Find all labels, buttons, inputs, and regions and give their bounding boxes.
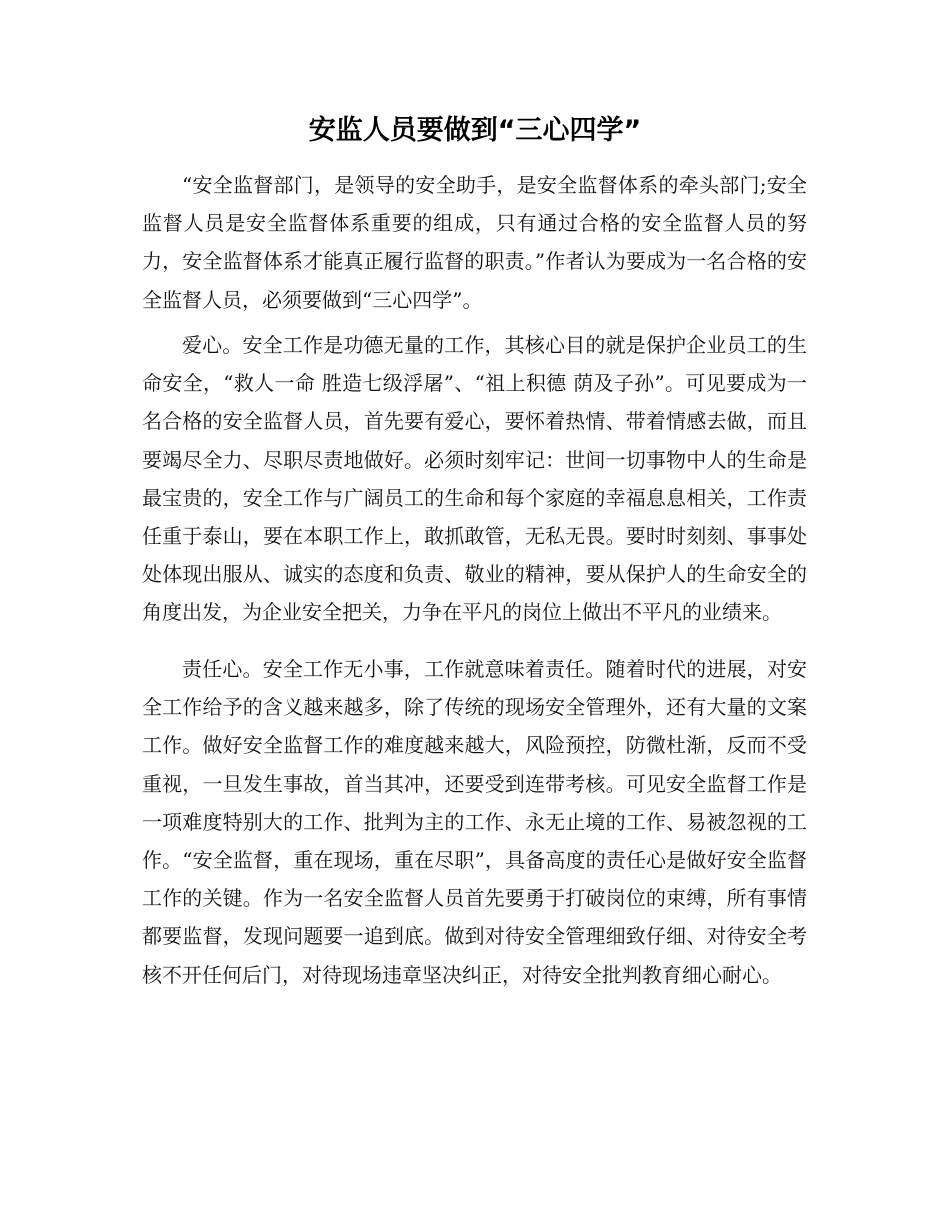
paragraph-love: 爱心。安全工作是功德无量的工作，其核心目的就是保护企业员工的生命安全，“救人一命 胜造七级浮屠”、“祖上积德 荫及子孙”。可见要成为一名合格的安全监督人员，首先要有爱心，要怀着热情、带着情感去做，而且要竭尽全力、尽职尽责地做好。必须时刻牢记：世间一切事物中人的生命是最宝贵的，安全工作与广阔员工的生命和每个家庭的幸福息息相关，工作责任重于泰山，要在本职工作上，敢抓敢管，无私无畏。要时时刻刻、事事处处体现出服从、诚实的态度和负责、敬业的精神，要从保护人的生命安全的角度出发，为企业安全把关，力争在平凡的岗位上做出不平凡的业绩来。 (142, 333, 807, 625)
paragraph-intro: “安全监督部门，是领导的安全助手，是安全监督体系的牵头部门;安全监督人员是安全监督体系重要的组成，只有通过合格的安全监督人员的努力，安全监督体系才能真正履行监督的职责。”作者认为要成为一名合格的安全监督人员，必须要做到“三心四学”。 (142, 173, 807, 312)
paragraph-responsibility: 责任心。安全工作无小事，工作就意味着责任。随着时代的进展，对安全工作给予的含义越来越多，除了传统的现场安全管理外，还有大量的文案工作。做好安全监督工作的难度越来越大，风险预控，防微杜渐，反而不受重视，一旦发生事故，首当其冲，还要受到连带考核。可见安全监督工作是一项难度特别大的工作、批判为主的工作、永无止境的工作、易被忽视的工作。“安全监督，重在现场，重在尽职”，具备高度的责任心是做好安全监督工作的关键。作为一名安全监督人员首先要勇于打破岗位的束缚，所有事情都要监督，发现问题要一追到底。做到对待安全管理细致仔细、对待安全考核不开任何后门，对待现场违章坚决纠正，对待安全批判教育细心耐心。 (142, 657, 807, 987)
document-title: 安监人员要做到“三心四学” (308, 115, 642, 146)
